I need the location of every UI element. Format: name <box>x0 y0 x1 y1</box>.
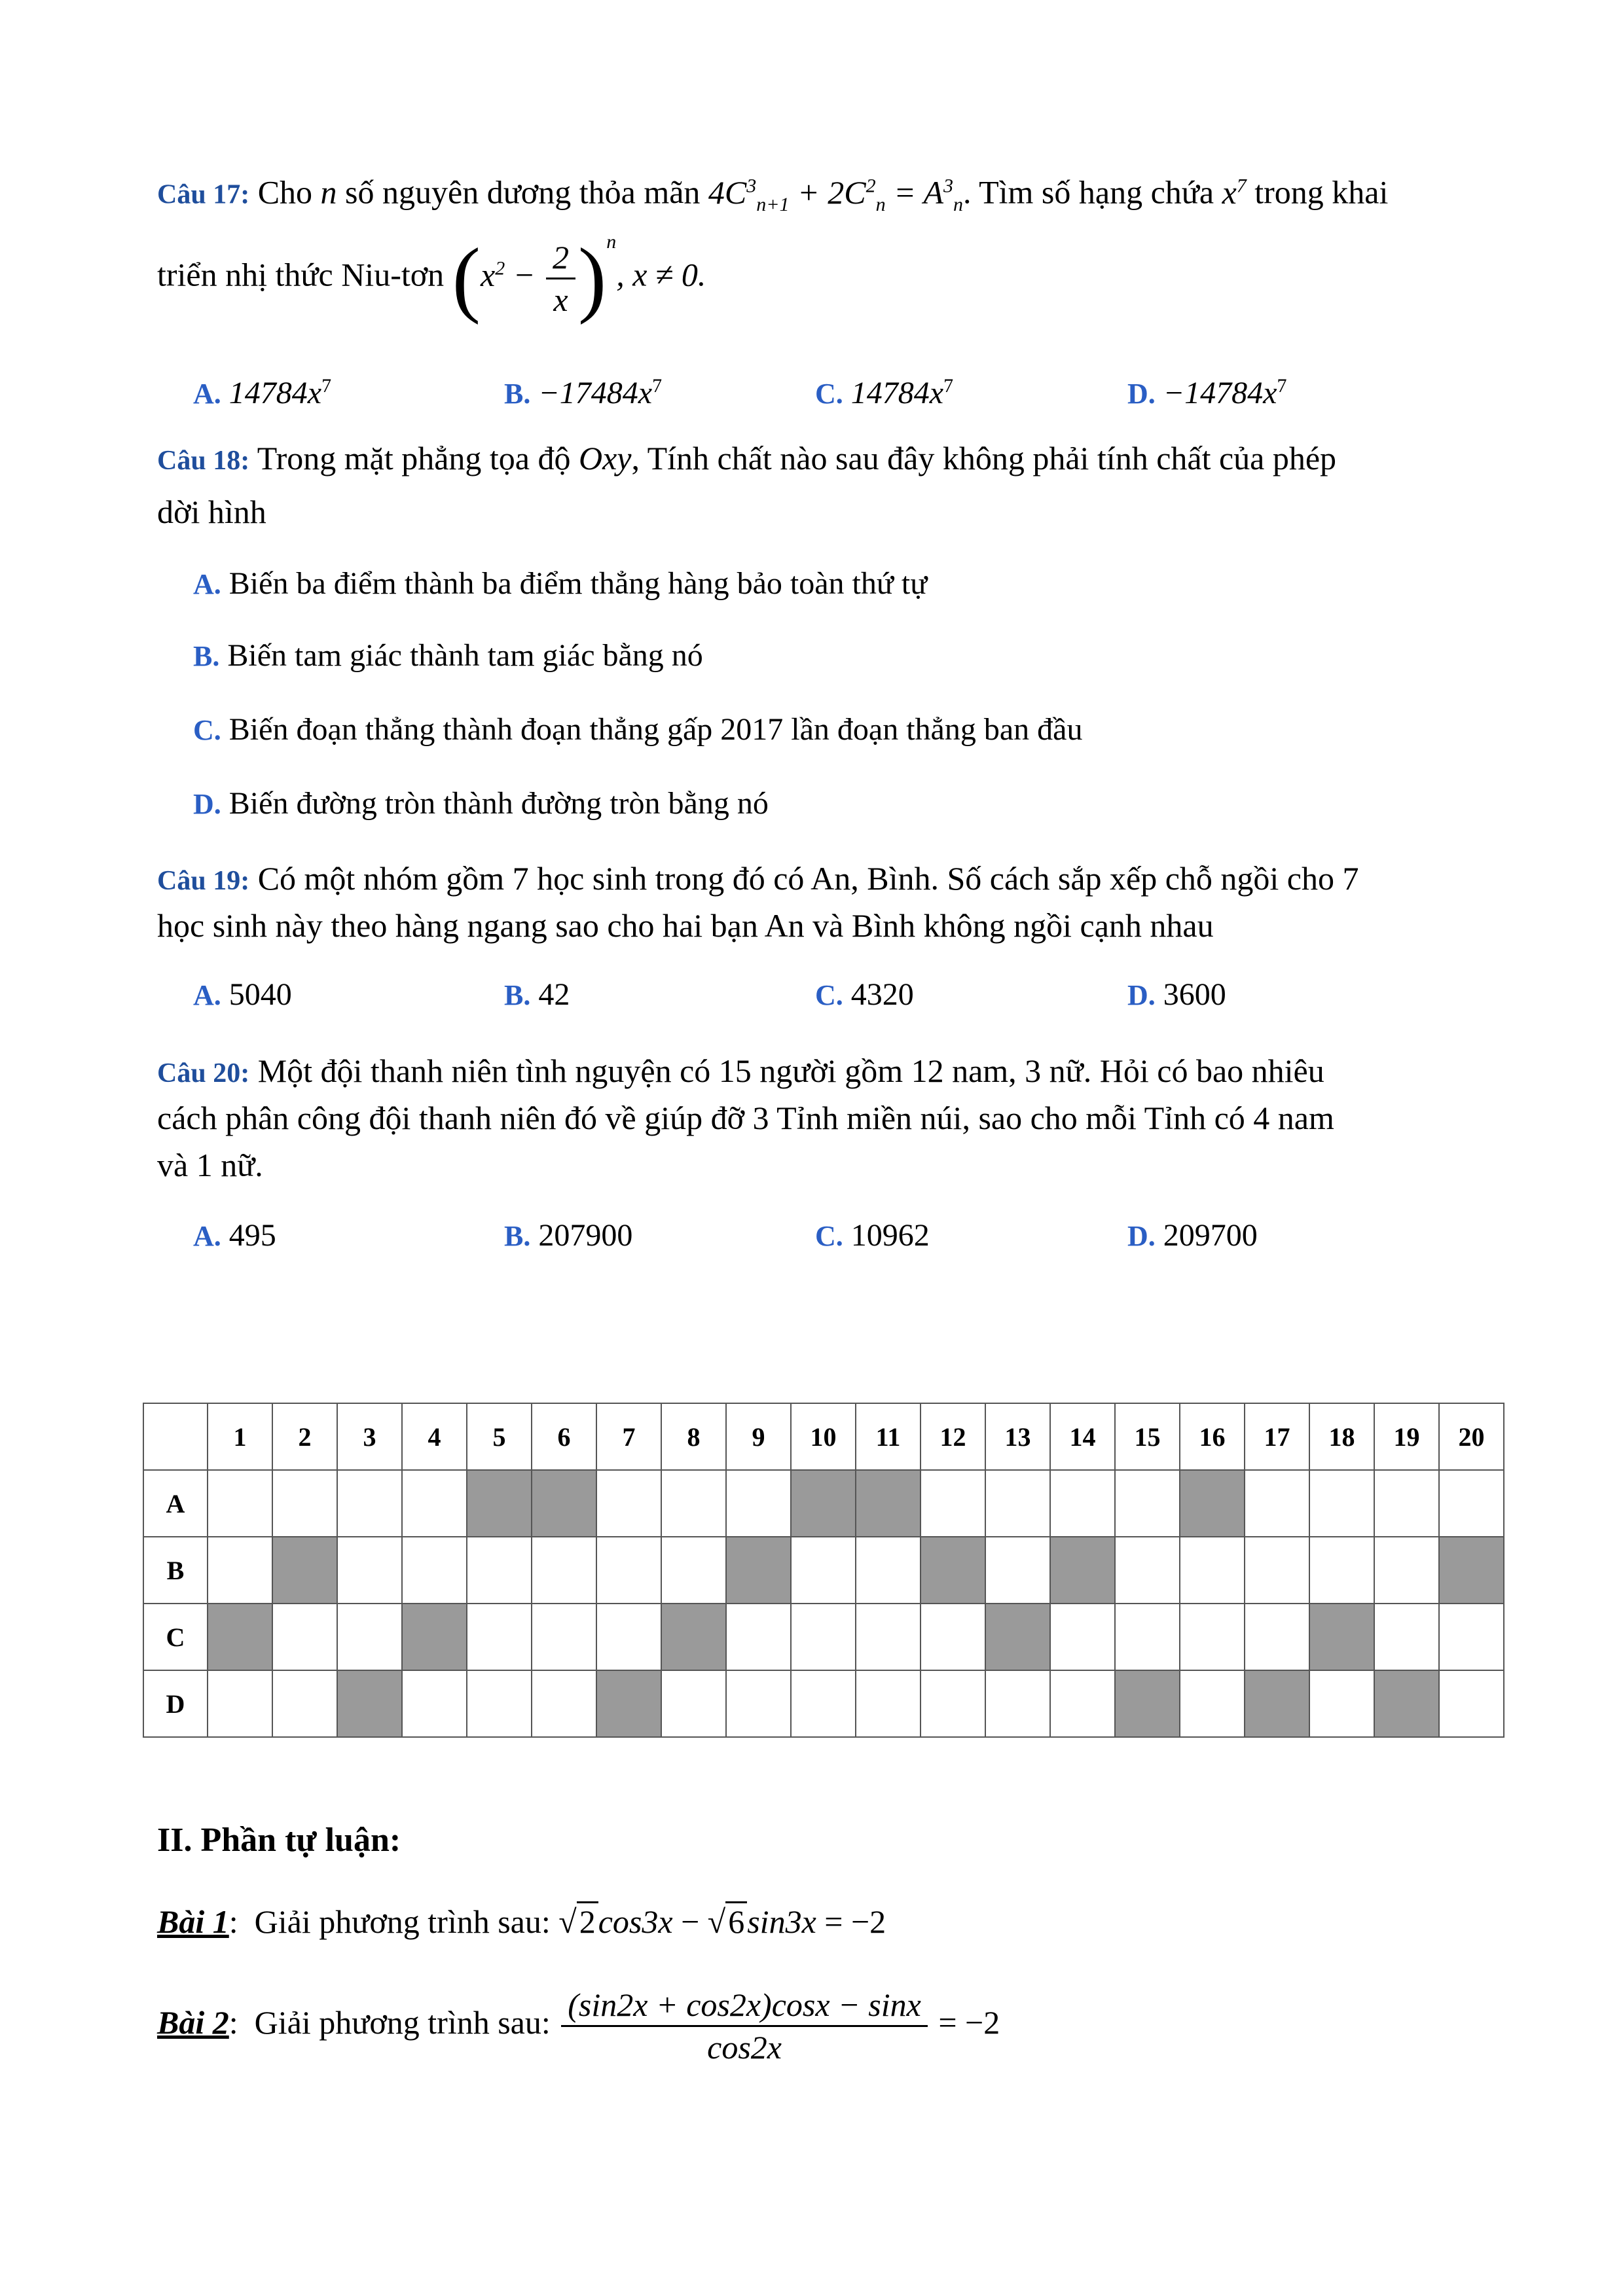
grid-cell[interactable] <box>596 1604 661 1670</box>
grid-column-header: 4 <box>402 1403 467 1470</box>
grid-cell[interactable] <box>1309 1470 1374 1537</box>
grid-cell-shaded[interactable] <box>1309 1604 1374 1670</box>
grid-cell[interactable] <box>1115 1537 1180 1604</box>
grid-cell[interactable] <box>1309 1670 1374 1737</box>
grid-cell[interactable] <box>272 1670 337 1737</box>
grid-cell[interactable] <box>985 1670 1050 1737</box>
q17-option-c[interactable]: C. $14784x^7$ <box>815 375 954 410</box>
bai1-sin: sin3x <box>747 1903 816 1940</box>
grid-column-header: 11 <box>856 1403 921 1470</box>
grid-cell[interactable] <box>467 1537 532 1604</box>
grid-column-header: 12 <box>921 1403 985 1470</box>
q18-oxy: Oxy <box>578 440 632 476</box>
grid-row-label: A <box>143 1470 208 1537</box>
grid-cell[interactable] <box>1050 1670 1115 1737</box>
grid-cell[interactable] <box>726 1604 791 1670</box>
grid-column-header: 19 <box>1374 1403 1439 1470</box>
grid-cell[interactable] <box>1374 1470 1439 1537</box>
question-17-line-1 <box>157 162 1388 228</box>
grid-row-b <box>143 1537 1504 1604</box>
grid-cell[interactable] <box>337 1470 402 1537</box>
bai1-line: Bài 1: Giải phương trình sau: √2cos3x − √6sin3x = −2 <box>157 1898 886 1945</box>
q19-option-a[interactable]: A. 5040 <box>193 977 292 1012</box>
grid-cell[interactable] <box>791 1604 856 1670</box>
q17-text-4: trong khai <box>1254 173 1389 211</box>
grid-column-header: 3 <box>337 1403 402 1470</box>
grid-cell-shaded[interactable] <box>208 1604 272 1670</box>
grid-cell[interactable] <box>1245 1537 1309 1604</box>
q17-x7: $x^7$ <box>1222 173 1247 211</box>
bai1-text: Giải phương trình sau: <box>254 1903 551 1940</box>
question-17-label: Câu 17: <box>157 179 250 210</box>
question-20-label: Câu 20: <box>157 1058 250 1088</box>
q18-option-a[interactable]: A. Biến ba điểm thành ba điểm thẳng hàng bảo toàn thứ tự <box>193 566 928 601</box>
question-19-line-1 <box>157 855 1359 905</box>
grid-row-label: C <box>143 1604 208 1670</box>
grid-cell-shaded[interactable] <box>1050 1537 1115 1604</box>
grid-row-d <box>143 1670 1504 1737</box>
grid-cell[interactable] <box>1115 1604 1180 1670</box>
bai1-label: Bài 1 <box>157 1903 229 1940</box>
grid-row-c <box>143 1604 1504 1670</box>
q17-text-3: . Tìm số hạng chứa <box>963 173 1214 211</box>
question-19-line-2: học sinh này theo hàng ngang sao cho hai bạn An và Bình không ngồi cạnh nhau <box>157 907 1214 944</box>
grid-cell[interactable] <box>337 1537 402 1604</box>
q17-binom-exp: n <box>606 231 617 253</box>
q19-option-d[interactable]: D. 3600 <box>1127 977 1226 1012</box>
q18-text-b: , Tính chất nào sau đây không phải tính chất của phép <box>631 440 1337 476</box>
grid-cell-shaded[interactable] <box>1245 1670 1309 1737</box>
grid-cell-shaded[interactable] <box>272 1537 337 1604</box>
grid-cell[interactable] <box>1439 1670 1504 1737</box>
grid-cell[interactable] <box>1050 1604 1115 1670</box>
q20-line1: Một đội thanh niên tình nguyện có 15 người gồm 12 nam, 3 nữ. Hỏi có bao nhiêu <box>257 1052 1324 1089</box>
grid-cell[interactable] <box>532 1537 596 1604</box>
grid-cell[interactable] <box>1245 1604 1309 1670</box>
q17-var-n: n <box>320 173 337 211</box>
q19-option-b[interactable]: B. 42 <box>504 977 570 1012</box>
grid-column-header: 7 <box>596 1403 661 1470</box>
grid-cell-shaded[interactable] <box>1115 1670 1180 1737</box>
part2-heading: II. Phần tự luận: <box>157 1821 401 1859</box>
grid-cell[interactable] <box>467 1670 532 1737</box>
question-20-line-1 <box>157 1047 1324 1097</box>
q18-option-d[interactable]: D. Biến đường tròn thành đường tròn bằng nó <box>193 786 769 821</box>
q19-line1: Có một nhóm gồm 7 học sinh trong đó có An, Bình. Số cách sắp xếp chỗ ngồi cho 7 <box>257 860 1359 897</box>
grid-cell-shaded[interactable] <box>532 1470 596 1537</box>
grid-column-header: 6 <box>532 1403 596 1470</box>
question-18-line-1 <box>157 435 1336 484</box>
grid-cell-shaded[interactable] <box>1180 1470 1245 1537</box>
q17-binom: $x^2$ − $\frac{2}{x}$ <box>481 257 578 293</box>
grid-cell[interactable] <box>1180 1537 1245 1604</box>
q17-line2-text: triển nhị thức Niu-tơn <box>157 256 445 293</box>
grid-cell[interactable] <box>337 1604 402 1670</box>
grid-column-header: 2 <box>272 1403 337 1470</box>
grid-cell[interactable] <box>208 1470 272 1537</box>
answer-grid <box>143 1403 1504 1738</box>
bai1-cos: cos3x <box>598 1903 673 1940</box>
grid-cell-shaded[interactable] <box>1439 1537 1504 1604</box>
grid-column-header: 16 <box>1180 1403 1245 1470</box>
grid-cell[interactable] <box>1180 1604 1245 1670</box>
grid-cell-shaded[interactable] <box>337 1670 402 1737</box>
bai1-rhs: = −2 <box>824 1903 886 1940</box>
grid-cell[interactable] <box>1439 1604 1504 1670</box>
grid-column-header: 5 <box>467 1403 532 1470</box>
grid-cell[interactable] <box>1180 1670 1245 1737</box>
grid-cell[interactable] <box>856 1604 921 1670</box>
grid-cell[interactable] <box>272 1604 337 1670</box>
bai2-label: Bài 2 <box>157 2004 229 2041</box>
question-20-line-2: cách phân công đội thanh niên đó về giúp đỡ 3 Tỉnh miền núi, sao cho mỗi Tỉnh có 4 nam <box>157 1100 1334 1136</box>
grid-cell-shaded[interactable] <box>791 1470 856 1537</box>
grid-cell-shaded[interactable] <box>726 1537 791 1604</box>
grid-cell-shaded[interactable] <box>921 1537 985 1604</box>
grid-cell[interactable] <box>661 1670 726 1737</box>
grid-column-header: 1 <box>208 1403 272 1470</box>
grid-corner-cell <box>143 1403 208 1470</box>
q17-option-d[interactable]: D. $-14784x^7$ <box>1127 375 1287 410</box>
grid-cell[interactable] <box>921 1670 985 1737</box>
grid-column-header: 13 <box>985 1403 1050 1470</box>
grid-cell-shaded[interactable] <box>856 1470 921 1537</box>
grid-cell[interactable] <box>985 1537 1050 1604</box>
question-20-line-3: và 1 nữ. <box>157 1147 263 1183</box>
q18-option-b[interactable]: B. Biến tam giác thành tam giác bằng nó <box>193 638 703 673</box>
grid-cell[interactable] <box>596 1537 661 1604</box>
grid-cell[interactable] <box>661 1470 726 1537</box>
grid-cell[interactable] <box>856 1670 921 1737</box>
grid-cell[interactable] <box>272 1470 337 1537</box>
grid-row-label: B <box>143 1537 208 1604</box>
grid-cell[interactable] <box>791 1537 856 1604</box>
grid-column-header: 17 <box>1245 1403 1309 1470</box>
grid-cell[interactable] <box>1374 1537 1439 1604</box>
grid-cell[interactable] <box>1245 1470 1309 1537</box>
grid-column-header: 15 <box>1115 1403 1180 1470</box>
grid-cell[interactable] <box>1309 1537 1374 1604</box>
question-19-label: Câu 19: <box>157 866 250 896</box>
q20-option-b[interactable]: B. 207900 <box>504 1218 633 1253</box>
grid-cell[interactable] <box>402 1470 467 1537</box>
grid-cell[interactable] <box>467 1604 532 1670</box>
grid-cell-shaded[interactable] <box>402 1604 467 1670</box>
q19-option-c[interactable]: C. 4320 <box>815 977 914 1012</box>
q18-text-a: Trong mặt phẳng tọa độ <box>257 440 571 476</box>
grid-column-header: 10 <box>791 1403 856 1470</box>
q18-option-c[interactable]: C. Biến đoạn thẳng thành đoạn thẳng gấp 2017 lần đoạn thẳng ban đầu <box>193 712 1083 747</box>
grid-column-header: 18 <box>1309 1403 1374 1470</box>
bai2-line: Bài 2: Giải phương trình sau: $\frac{(\sin 2x + \cos 2x)\cos x - \sin x}{\cos 2x}$ = −2 <box>157 1977 1000 2068</box>
q17-condition: , x ≠ 0. <box>616 256 706 293</box>
q20-option-d[interactable]: D. 209700 <box>1127 1218 1258 1253</box>
grid-cell[interactable] <box>402 1670 467 1737</box>
grid-cell[interactable] <box>1439 1470 1504 1537</box>
grid-cell[interactable] <box>532 1604 596 1670</box>
q17-option-a[interactable]: A. $14784x^7$ <box>193 375 332 410</box>
grid-cell-shaded[interactable] <box>985 1604 1050 1670</box>
grid-column-header: 9 <box>726 1403 791 1470</box>
grid-cell[interactable] <box>726 1470 791 1537</box>
q17-text-1: Cho <box>257 173 313 211</box>
question-18-label: Câu 18: <box>157 446 250 476</box>
q20-option-a[interactable]: A. 495 <box>193 1218 276 1253</box>
grid-cell[interactable] <box>921 1470 985 1537</box>
bai1-sqrt-6: √6 <box>708 1898 747 1945</box>
grid-row-a <box>143 1470 1504 1537</box>
answer-grid-header <box>143 1403 1504 1470</box>
grid-cell[interactable] <box>661 1537 726 1604</box>
grid-cell[interactable] <box>402 1537 467 1604</box>
grid-cell[interactable] <box>1374 1604 1439 1670</box>
grid-cell[interactable] <box>208 1670 272 1737</box>
bai2-fraction: $\frac{(\sin 2x + \cos 2x)\cos x - \sin x}{\cos 2x}$ <box>561 1984 928 2068</box>
grid-cell[interactable] <box>532 1670 596 1737</box>
grid-cell[interactable] <box>921 1604 985 1670</box>
q17-text-2: số nguyên dương thỏa mãn <box>345 173 701 211</box>
grid-row-label: D <box>143 1670 208 1737</box>
grid-column-header: 20 <box>1439 1403 1504 1470</box>
grid-cell[interactable] <box>1115 1470 1180 1537</box>
grid-cell[interactable] <box>856 1537 921 1604</box>
bai1-sqrt-2: √2 <box>558 1898 598 1945</box>
grid-cell-shaded[interactable] <box>1374 1670 1439 1737</box>
grid-cell[interactable] <box>726 1670 791 1737</box>
bai2-rhs: = −2 <box>938 2004 1000 2041</box>
grid-column-header: 14 <box>1050 1403 1115 1470</box>
grid-cell[interactable] <box>596 1470 661 1537</box>
question-18-line-2: dời hình <box>157 493 266 530</box>
bai2-text: Giải phương trình sau: <box>254 2004 551 2041</box>
grid-cell[interactable] <box>985 1470 1050 1537</box>
grid-cell[interactable] <box>208 1537 272 1604</box>
q17-equation: $4C^3_{n+1} + 2C^2_n = A^3_n$ <box>708 173 963 215</box>
grid-cell-shaded[interactable] <box>596 1670 661 1737</box>
q17-option-b[interactable]: B. $-17484x^7$ <box>504 375 663 410</box>
grid-column-header: 8 <box>661 1403 726 1470</box>
q20-option-c[interactable]: C. 10962 <box>815 1218 930 1253</box>
grid-cell-shaded[interactable] <box>467 1470 532 1537</box>
grid-cell[interactable] <box>1050 1470 1115 1537</box>
question-17-line-2: triển nhị thức Niu-tơn ($x^2$ − $\frac{2}{x}$ )$^n$, x ≠ 0. <box>157 231 706 326</box>
grid-cell[interactable] <box>791 1670 856 1737</box>
grid-cell-shaded[interactable] <box>661 1604 726 1670</box>
